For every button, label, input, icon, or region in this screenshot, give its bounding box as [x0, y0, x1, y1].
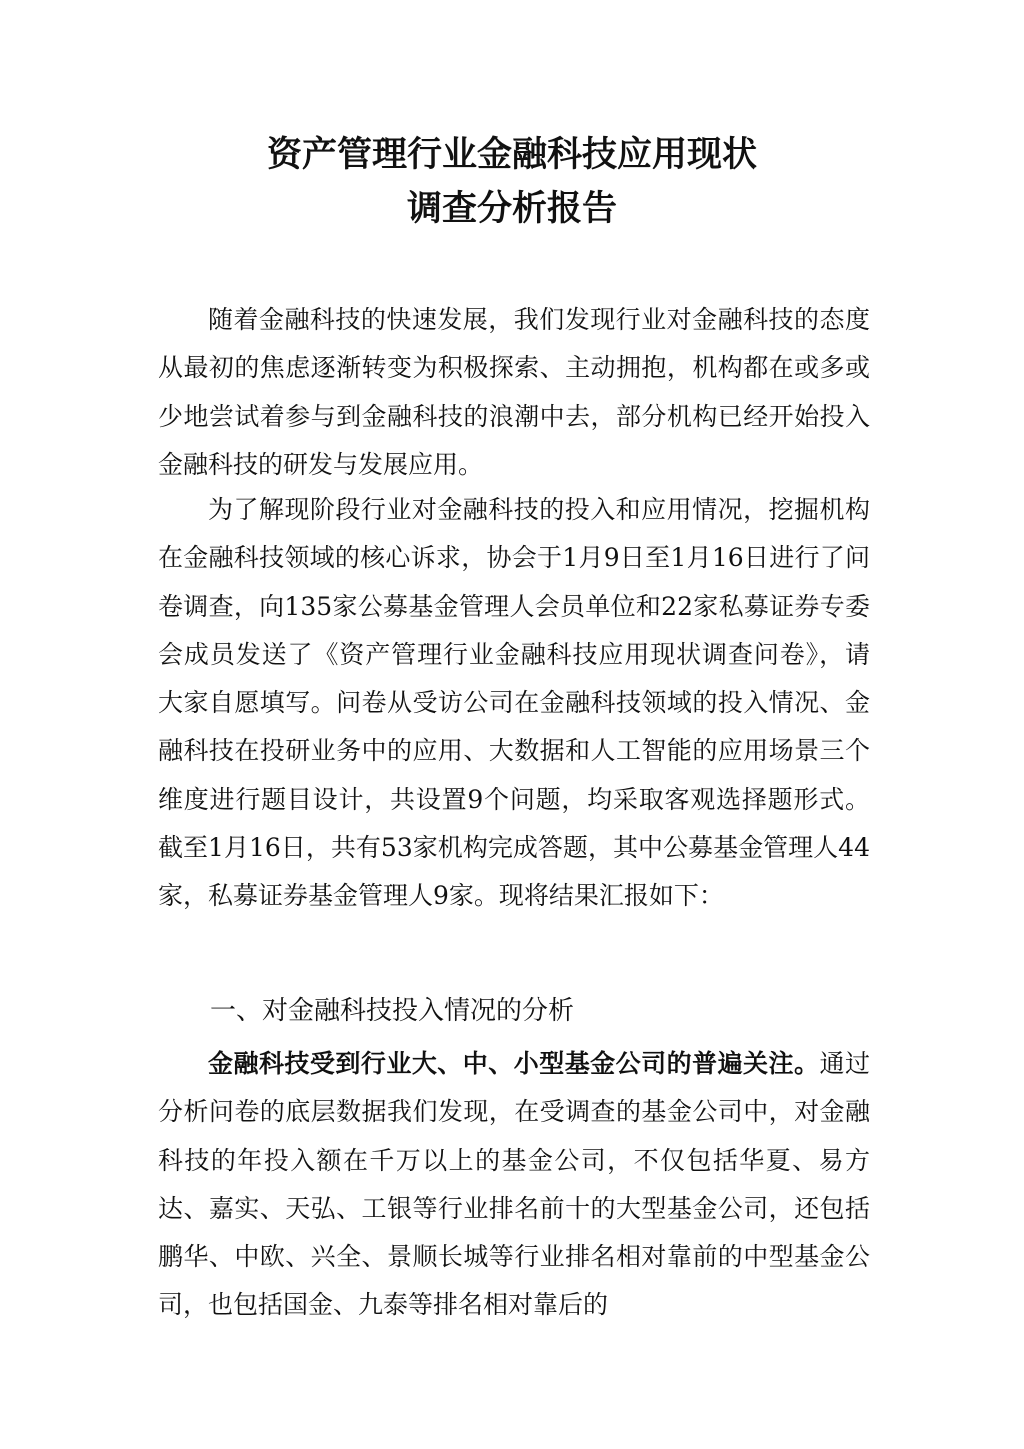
- document-title-line2: 调查分析报告: [406, 189, 617, 229]
- paragraph-investment-body: 通过分析问卷的底层数据我们发现，在受调查的基金公司中，对金融科技的年投入额在千万以上的基金公司，不仅包括华夏、易方达、嘉实、天弘、工银等行业排名前十的大型基金公司，还包括鹏华、中欧、兴全、景顺长城等行业排名相对靠前的中型基金公司，也包括国金、九泰等排名相对靠后的: [158, 1049, 870, 1320]
- section-heading-1: 一、对金融科技投入情况的分析: [210, 996, 575, 1026]
- paragraph-intro: 随着金融科技的快速发展，我们发现行业对金融科技的态度从最初的焦虑逐渐转变为积极探索、主动拥抱，机构都在或多或少地尝试着参与到金融科技的浪潮中去，部分机构已经开始投入金融科技的研发与发展应用。: [158, 305, 870, 479]
- paragraph-investment: [158, 1040, 870, 1330]
- paragraph-survey: 为了解现阶段行业对金融科技的投入和应用情况，挖掘机构在金融科技领域的核心诉求，协会于1月9日至1月16日进行了问卷调查，向135家公募基金管理人会员单位和22家私募证券专委会成员发送了《资产管理行业金融科技应用现状调查问卷》，请大家自愿填写。问卷从受访公司在金融科技领域的投入情况、金融科技在投研业务中的应用、大数据和人工智能的应用场景三个维度进行题目设计，共设置9个问题，均采取客观选择题形式。截至1月16日，共有53家机构完成答题，其中公募基金管理人44家，私募证券基金管理人9家。现将结果汇报如下：: [158, 495, 870, 911]
- paragraph-investment-lead: 金融科技受到行业大、中、小型基金公司的普遍关注。: [208, 1049, 820, 1078]
- document-title-line1: 资产管理行业金融科技应用现状: [266, 135, 757, 175]
